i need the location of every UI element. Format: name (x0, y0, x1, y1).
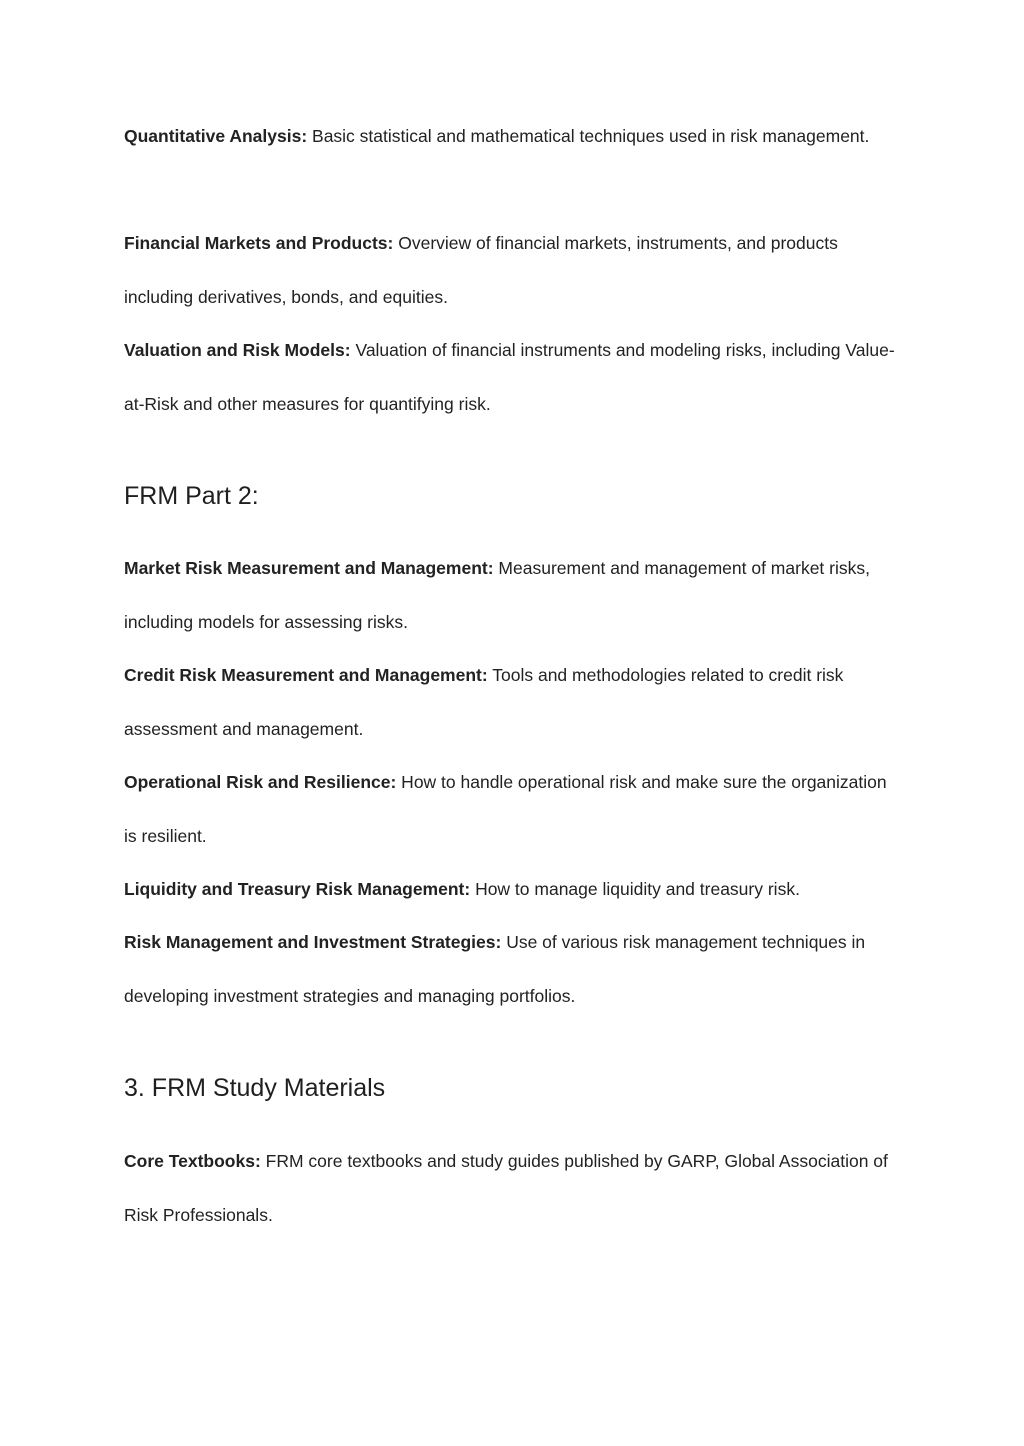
topic-market-risk (124, 542, 904, 649)
part2-heading: FRM Part 2: (124, 482, 259, 510)
topic-description: Basic statistical and mathematical techniques used in risk management. (307, 126, 870, 146)
topic-term: Quantitative Analysis: (124, 126, 308, 146)
topic-investment-strategies (124, 916, 904, 1023)
section3-heading: 3. FRM Study Materials (124, 1074, 386, 1102)
topic-term: Liquidity and Treasury Risk Management: (124, 879, 471, 899)
topic-core-textbooks (124, 1135, 904, 1242)
topic-description: FRM core textbooks and study guides published by GARP, Global Association of Risk Professionals. (124, 1151, 888, 1225)
topic-description: Measurement and management of market risks, including models for assessing risks. (124, 558, 870, 632)
topic-term: Valuation and Risk Models: (124, 340, 351, 360)
topic-description: Valuation of financial instruments and modeling risks, including Value-at-Risk and other measures for quantifying risk. (124, 340, 895, 414)
topic-valuation-risk-models (124, 324, 904, 431)
topic-credit-risk (124, 649, 904, 756)
topic-term: Market Risk Measurement and Management: (124, 558, 494, 578)
topic-quantitative-analysis (124, 110, 904, 164)
topic-description: How to handle operational risk and make sure the organization is resilient. (124, 772, 887, 846)
topic-operational-risk (124, 756, 904, 863)
topic-financial-markets (124, 217, 904, 324)
topic-term: Operational Risk and Resilience: (124, 772, 397, 792)
topic-description: Overview of financial markets, instruments, and products including derivatives, bonds, and equities. (124, 233, 838, 307)
topic-term: Risk Management and Investment Strategies: (124, 932, 502, 952)
topic-description: Use of various risk management techniques in developing investment strategies and managing portfolios. (124, 932, 866, 1006)
topic-description: Tools and methodologies related to credit risk assessment and management. (124, 665, 844, 739)
topic-term: Financial Markets and Products: (124, 233, 394, 253)
topic-term: Core Textbooks: (124, 1151, 261, 1171)
topic-term: Credit Risk Measurement and Management: (124, 665, 488, 685)
topic-liquidity-treasury (124, 863, 904, 917)
topic-description: How to manage liquidity and treasury risk. (470, 879, 800, 899)
